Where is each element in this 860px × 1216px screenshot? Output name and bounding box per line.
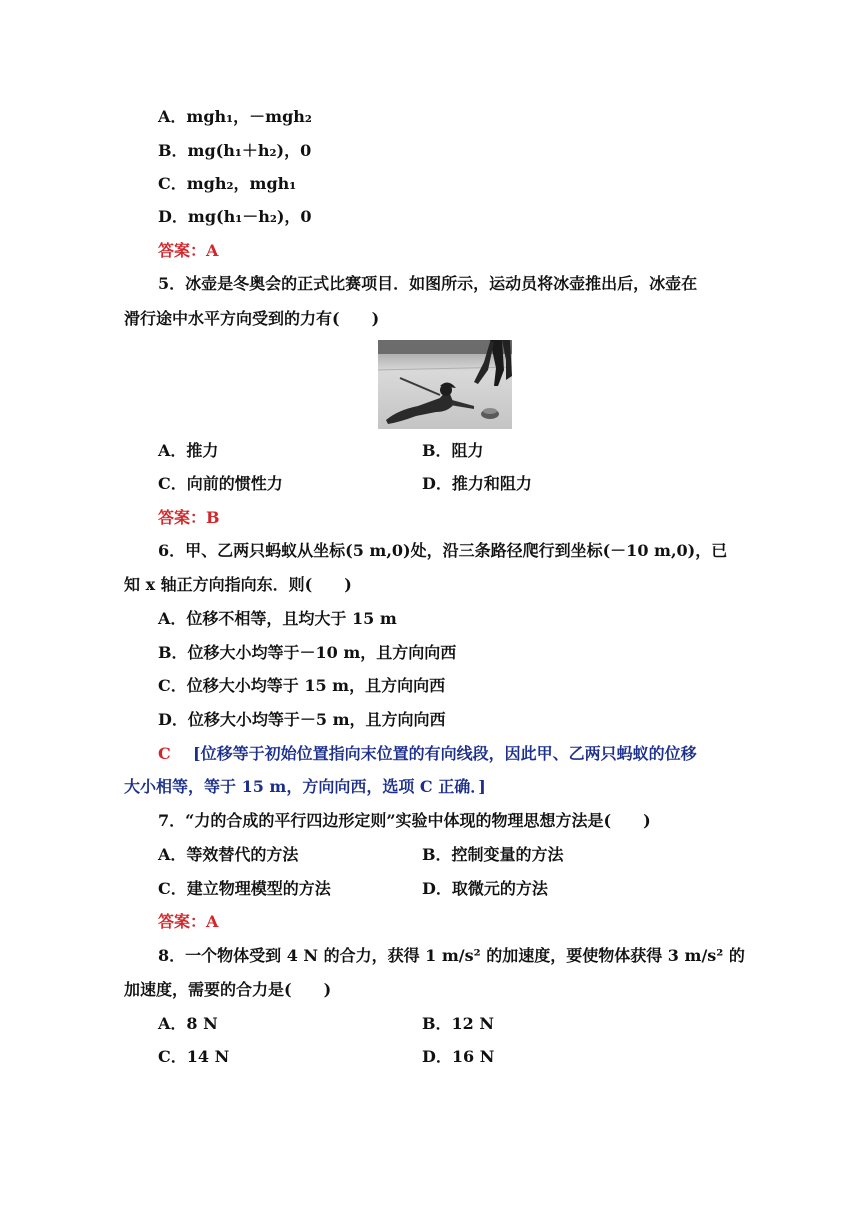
curling-photo: [378, 340, 512, 429]
q6-stem-line2: 知 x 轴正方向指向东．则( ): [124, 575, 352, 594]
q4-answer: 答案：A: [158, 241, 219, 260]
q5-stem-line1: 5．冰壶是冬奥会的正式比赛项目．如图所示，运动员将冰壶推出后，冰壶在: [158, 274, 698, 293]
q7-option-d: D．取微元的方法: [422, 879, 548, 898]
q6-stem-line1: 6．甲、乙两只蚂蚁从坐标(5 m,0)处，沿三条路径爬行到坐标(－10 m,0)，已: [158, 541, 728, 560]
q5-option-c: C．向前的惯性力: [158, 474, 283, 493]
q6-option-a: A．位移不相等，且均大于 15 m: [158, 609, 397, 628]
q6-option-d: D．位移大小均等于－5 m，且方向向西: [158, 710, 446, 729]
q6-explanation-line2: 大小相等，等于 15 m，方向向西，选项 C 正确．]: [124, 777, 486, 796]
q6-answer: C: [158, 744, 171, 763]
q4-option-b: B．mg(h₁＋h₂)，0: [158, 141, 312, 160]
q5-option-d: D．推力和阻力: [422, 474, 532, 493]
q8-stem-line1: 8．一个物体受到 4 N 的合力，获得 1 m/s² 的加速度，要使物体获得 3 m/s² 的: [158, 946, 745, 965]
q6-explanation-line1: C [位移等于初始位置指向末位置的有向线段，因此甲、乙两只蚂蚁的位移: [158, 744, 697, 763]
q6-option-b: B．位移大小均等于－10 m，且方向向西: [158, 643, 457, 662]
q8-option-a: A．8 N: [158, 1014, 218, 1033]
q5-answer: 答案：B: [158, 508, 220, 527]
q5-option-a: A．推力: [158, 441, 219, 460]
q5-option-b: B．阻力: [422, 441, 484, 460]
q7-answer: 答案：A: [158, 912, 219, 931]
q8-option-b: B．12 N: [422, 1014, 494, 1033]
q4-option-c: C．mgh₂，mgh₁: [158, 174, 297, 193]
q4-option-a: A．mgh₁，－mgh₂: [158, 107, 312, 126]
q4-option-d: D．mg(h₁－h₂)，0: [158, 207, 312, 226]
q7-option-c: C．建立物理模型的方法: [158, 879, 331, 898]
q6-option-c: C．位移大小均等于 15 m，且方向向西: [158, 676, 446, 695]
q7-option-a: A．等效替代的方法: [158, 845, 299, 864]
q8-option-d: D．16 N: [422, 1047, 495, 1066]
q8-stem-line2: 加速度，需要的合力是( ): [124, 980, 332, 999]
q7-stem: 7．“力的合成的平行四边形定则”实验中体现的物理思想方法是( ): [158, 811, 651, 830]
q8-option-c: C．14 N: [158, 1047, 230, 1066]
q7-option-b: B．控制变量的方法: [422, 845, 564, 864]
q5-stem-line2: 滑行途中水平方向受到的力有( ): [124, 309, 380, 328]
